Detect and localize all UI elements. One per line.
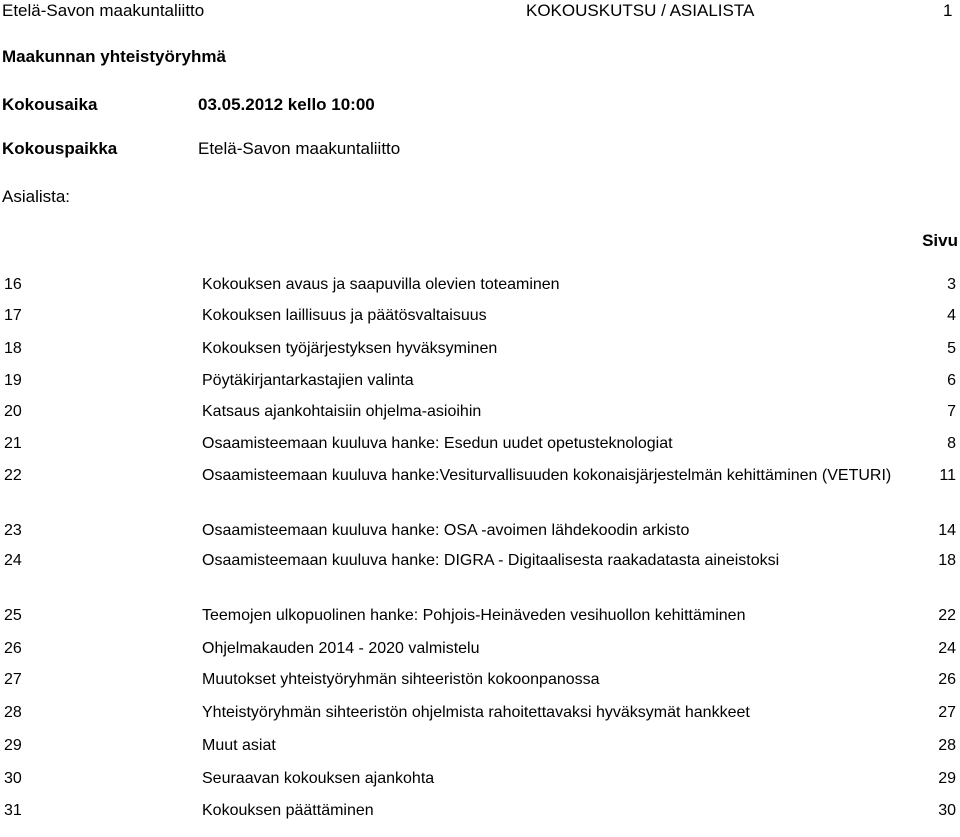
agenda-item-title: Kokouksen laillisuus ja päätösvaltaisuus	[202, 307, 487, 324]
agenda-item-number: 20	[4, 403, 22, 420]
agenda-item-title: Teemojen ulkopuolinen hanke: Pohjois-Heinäveden vesihuollon kehittäminen	[202, 607, 746, 624]
agenda-item-title: Osaamisteemaan kuuluva hanke: DIGRA - Digitaalisesta raakadatasta aineistoksi	[202, 552, 780, 569]
header-page-number: 1	[943, 1, 953, 20]
agenda-item	[0, 465, 960, 520]
agenda-item-title: Yhteistyöryhmän sihteeristön ohjelmista rahoitettavaksi hyväksymät hankkeet	[202, 704, 750, 721]
agenda-item	[0, 702, 960, 735]
agenda-item-number: 31	[4, 802, 22, 819]
agenda-item-number: 28	[4, 704, 22, 721]
agenda-item-number: 29	[4, 737, 22, 754]
agenda-item-number: 27	[4, 671, 22, 688]
page-column-heading: Sivu	[922, 231, 958, 250]
agenda-item-page: 6	[947, 372, 956, 389]
agenda-item-title: Osaamisteemaan kuuluva hanke: Esedun uudet opetusteknologiat	[202, 435, 673, 452]
meeting-group: Maakunnan yhteistyöryhmä	[2, 47, 226, 66]
agenda-item-page: 27	[938, 704, 956, 721]
agenda-item	[0, 433, 960, 465]
agenda-item-number: 26	[4, 640, 22, 657]
agenda-item	[0, 550, 960, 605]
agenda-item	[0, 305, 960, 338]
agenda-item-title: Kokouksen avaus ja saapuvilla olevien toteaminen	[202, 276, 560, 293]
agenda-item-title: Kokouksen työjärjestyksen hyväksyminen	[202, 340, 498, 357]
agenda-item-page: 11	[939, 467, 956, 484]
agenda-item	[0, 274, 960, 305]
agenda-item-page: 7	[947, 403, 956, 420]
agenda-item-number: 21	[4, 435, 22, 452]
agenda-item	[0, 768, 960, 800]
agenda-item-page: 4	[947, 307, 956, 324]
agenda-item-page: 26	[938, 671, 956, 688]
agenda-item-title: Muutokset yhteistyöryhmän sihteeristön kokoonpanossa	[202, 671, 600, 688]
agenda-item-number: 17	[4, 307, 22, 324]
agenda-item-page: 14	[938, 522, 956, 539]
agenda-item	[0, 735, 960, 768]
agenda-item	[0, 669, 960, 702]
agenda-item-page: 28	[938, 737, 956, 754]
agenda-heading: Asialista:	[2, 187, 71, 206]
agenda-item-number: 24	[4, 552, 22, 569]
agenda-item-title: Pöytäkirjantarkastajien valinta	[202, 372, 414, 389]
agenda-item-title: Katsaus ajankohtaisiin ohjelma-asioihin	[202, 403, 482, 420]
agenda-item-number: 23	[4, 522, 22, 539]
agenda-item-page: 30	[938, 802, 956, 819]
agenda-item	[0, 401, 960, 433]
agenda-item-page: 8	[947, 435, 956, 452]
agenda-item-number: 25	[4, 607, 22, 624]
agenda-item-page: 24	[938, 640, 956, 657]
agenda-list	[0, 274, 960, 824]
agenda-item	[0, 800, 960, 824]
agenda-item-page: 18	[938, 552, 956, 569]
agenda-item-title: Seuraavan kokouksen ajankohta	[202, 770, 435, 787]
agenda-item	[0, 520, 960, 550]
agenda-item-page: 29	[938, 770, 956, 787]
agenda-item-title: Osaamisteemaan kuuluva hanke:Vesiturvallisuuden kokonaisjärjestelmän kehittäminen (VETURI)	[202, 467, 892, 484]
agenda-item-title: Kokouksen päättäminen	[202, 802, 374, 819]
agenda-item-number: 19	[4, 372, 22, 389]
agenda-item-title: Muut asiat	[202, 737, 276, 754]
agenda-item-number: 22	[4, 467, 22, 484]
agenda-item	[0, 338, 960, 370]
meeting-place-value: Etelä-Savon maakuntaliitto	[198, 139, 401, 158]
agenda-item-number: 16	[4, 276, 22, 293]
meeting-place-label: Kokouspaikka	[2, 139, 118, 158]
agenda-item	[0, 638, 960, 669]
agenda-item-title: Osaamisteemaan kuuluva hanke: OSA -avoimen lähdekoodin arkisto	[202, 522, 690, 539]
agenda-item	[0, 370, 960, 401]
meeting-time-value: 03.05.2012 kello 10:00	[198, 95, 375, 114]
meeting-time-label: Kokousaika	[2, 95, 98, 114]
agenda-item-title: Ohjelmakauden 2014 - 2020 valmistelu	[202, 640, 480, 657]
agenda-item-number: 30	[4, 770, 22, 787]
agenda-item-page: 22	[938, 607, 956, 624]
header-document-title: KOKOUSKUTSU / ASIALISTA	[526, 1, 755, 20]
header-organization: Etelä-Savon maakuntaliitto	[2, 1, 205, 20]
agenda-item-page: 5	[947, 340, 956, 357]
agenda-item	[0, 605, 960, 638]
agenda-item-page: 3	[947, 276, 956, 293]
agenda-item-number: 18	[4, 340, 22, 357]
